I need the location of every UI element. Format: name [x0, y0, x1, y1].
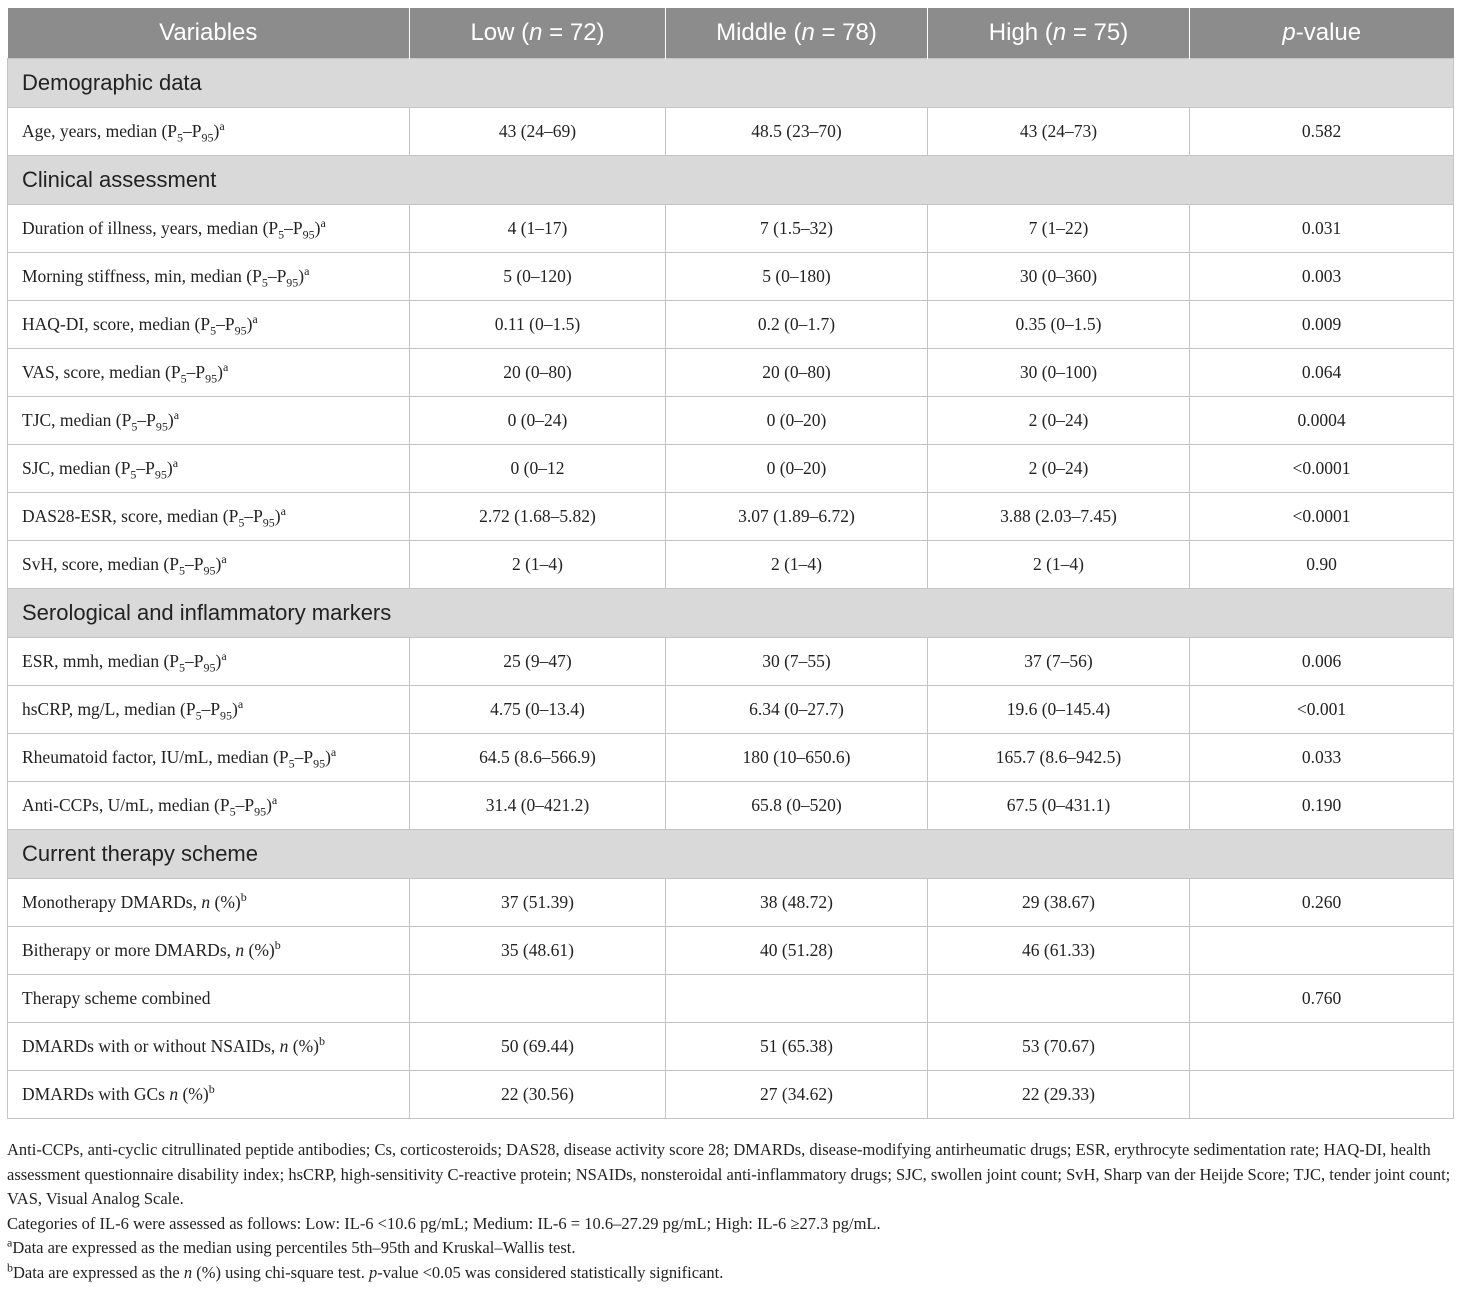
- cell-high: 30 (0–100): [928, 349, 1190, 397]
- cell-middle: [666, 975, 928, 1023]
- cell-middle: 6.34 (0–27.7): [666, 686, 928, 734]
- cell-low: 0 (0–12: [410, 445, 666, 493]
- row-label: DMARDs with or without NSAIDs, n (%)$^b$: [8, 1023, 410, 1071]
- cell-high: 2 (0–24): [928, 445, 1190, 493]
- cell-high: 2 (0–24): [928, 397, 1190, 445]
- header-middle: Middle (n = 78): [666, 8, 928, 59]
- cell-low: 37 (51.39): [410, 879, 666, 927]
- cell-middle: 65.8 (0–520): [666, 782, 928, 830]
- cell-high: [928, 975, 1190, 1023]
- cell-high: 46 (61.33): [928, 927, 1190, 975]
- table-row: [8, 541, 1454, 589]
- cell-middle: 38 (48.72): [666, 879, 928, 927]
- cell-p-value: 0.031: [1190, 205, 1454, 253]
- cell-high: 43 (24–73): [928, 108, 1190, 156]
- cell-low: 0 (0–24): [410, 397, 666, 445]
- cell-p-value: <0.001: [1190, 686, 1454, 734]
- section-row: [8, 830, 1454, 879]
- cell-middle: 20 (0–80): [666, 349, 928, 397]
- table-row: [8, 108, 1454, 156]
- header-high: High (n = 75): [928, 8, 1190, 59]
- footnote-abbreviations: Anti-CCPs, anti-cyclic citrullinated peptide antibodies; Cs, corticosteroids; DAS28, disease activity score 28; DMARDs, disease-modifying antirheumatic drugs; ESR, erythrocyte sedimentation rate; HAQ-DI, health assessment questionnaire disability index; hsCRP, high-sensitivity C-reactive protein; NSAIDs, nonsteroidal anti-inflammatory drugs; SJC, swollen joint count; SvH, Sharp van der Heijde Score; TJC, tender joint count; VAS, Visual Analog Scale.: [7, 1140, 1451, 1208]
- row-label: hsCRP, mg/L, median $(P_5-P_{95})^a$: [8, 686, 410, 734]
- cell-p-value: [1190, 927, 1454, 975]
- cell-p-value: 0.009: [1190, 301, 1454, 349]
- cell-middle: 40 (51.28): [666, 927, 928, 975]
- cell-middle: 51 (65.38): [666, 1023, 928, 1071]
- cell-p-value: 0.0004: [1190, 397, 1454, 445]
- cell-low: 22 (30.56): [410, 1071, 666, 1119]
- cell-low: 43 (24–69): [410, 108, 666, 156]
- header-row: [8, 8, 1454, 59]
- header-low: Low (n = 72): [410, 8, 666, 59]
- table-row: [8, 445, 1454, 493]
- cell-p-value: 0.760: [1190, 975, 1454, 1023]
- row-label: Anti-CCPs, U/mL, median $(P_5-P_{95})^a$: [8, 782, 410, 830]
- cell-p-value: 0.260: [1190, 879, 1454, 927]
- cell-high: 7 (1–22): [928, 205, 1190, 253]
- data-table: [7, 8, 1454, 1119]
- cell-low: 2 (1–4): [410, 541, 666, 589]
- cell-middle: 5 (0–180): [666, 253, 928, 301]
- cell-low: 2.72 (1.68–5.82): [410, 493, 666, 541]
- cell-low: 20 (0–80): [410, 349, 666, 397]
- cell-high: 53 (70.67): [928, 1023, 1190, 1071]
- cell-low: [410, 975, 666, 1023]
- cell-p-value: 0.90: [1190, 541, 1454, 589]
- cell-low: 64.5 (8.6–566.9): [410, 734, 666, 782]
- table-row: [8, 1071, 1454, 1119]
- table-row: [8, 734, 1454, 782]
- cell-middle: 0 (0–20): [666, 397, 928, 445]
- cell-middle: 0 (0–20): [666, 445, 928, 493]
- cell-high: 30 (0–360): [928, 253, 1190, 301]
- row-label: DAS28-ESR, score, median $(P_5-P_{95})^a$: [8, 493, 410, 541]
- cell-p-value: 0.003: [1190, 253, 1454, 301]
- cell-p-value: <0.0001: [1190, 493, 1454, 541]
- cell-p-value: 0.006: [1190, 638, 1454, 686]
- section-row: [8, 589, 1454, 638]
- row-label: SvH, score, median $(P_5-P_{95})^a$: [8, 541, 410, 589]
- cell-high: 22 (29.33): [928, 1071, 1190, 1119]
- section-clinical: Clinical assessment: [8, 156, 1454, 205]
- table-row: [8, 301, 1454, 349]
- table-row: [8, 1023, 1454, 1071]
- cell-middle: 3.07 (1.89–6.72): [666, 493, 928, 541]
- cell-low: 5 (0–120): [410, 253, 666, 301]
- table-row: [8, 349, 1454, 397]
- cell-high: 29 (38.67): [928, 879, 1190, 927]
- cell-low: 35 (48.61): [410, 927, 666, 975]
- row-label: Therapy scheme combined: [8, 975, 410, 1023]
- header-p-value: p-value: [1190, 8, 1454, 59]
- cell-high: 19.6 (0–145.4): [928, 686, 1190, 734]
- cell-low: 4 (1–17): [410, 205, 666, 253]
- cell-low: 25 (9–47): [410, 638, 666, 686]
- table-row: [8, 879, 1454, 927]
- cell-middle: 48.5 (23–70): [666, 108, 928, 156]
- table-row: [8, 782, 1454, 830]
- cell-p-value: <0.0001: [1190, 445, 1454, 493]
- cell-high: 0.35 (0–1.5): [928, 301, 1190, 349]
- cell-middle: 30 (7–55): [666, 638, 928, 686]
- cell-low: 50 (69.44): [410, 1023, 666, 1071]
- table-row: [8, 638, 1454, 686]
- cell-p-value: 0.582: [1190, 108, 1454, 156]
- cell-p-value: [1190, 1023, 1454, 1071]
- table-row: [8, 253, 1454, 301]
- row-label: HAQ-DI, score, median $(P_5-P_{95})^a$: [8, 301, 410, 349]
- footnote-b: $^b$Data are expressed as the n (%) using chi-square test. p-value <0.05 was considered statistically significant.: [7, 1260, 724, 1282]
- cell-middle: 0.2 (0–1.7): [666, 301, 928, 349]
- row-label: TJC, median $(P_5-P_{95})^a$: [8, 397, 410, 445]
- section-row: [8, 156, 1454, 205]
- cell-middle: 180 (10–650.6): [666, 734, 928, 782]
- footnote-a: $^a$Data are expressed as the median using percentiles 5th–95th and Kruskal–Wallis test.: [7, 1235, 576, 1257]
- cell-middle: 27 (34.62): [666, 1071, 928, 1119]
- cell-p-value: 0.064: [1190, 349, 1454, 397]
- row-label: SJC, median $(P_5-P_{95})^a$: [8, 445, 410, 493]
- cell-middle: 2 (1–4): [666, 541, 928, 589]
- cell-high: 165.7 (8.6–942.5): [928, 734, 1190, 782]
- cell-p-value: 0.190: [1190, 782, 1454, 830]
- cell-low: 4.75 (0–13.4): [410, 686, 666, 734]
- section-serological: Serological and inflammatory markers: [8, 589, 1454, 638]
- section-demographic: Demographic data: [8, 59, 1454, 108]
- row-label: Monotherapy DMARDs, n (%)$^b$: [8, 879, 410, 927]
- cell-high: 3.88 (2.03–7.45): [928, 493, 1190, 541]
- row-label: DMARDs with GCs n (%)$^b$: [8, 1071, 410, 1119]
- row-label: Duration of illness, years, median $(P_5-P_{95})^a$: [8, 205, 410, 253]
- cell-high: 2 (1–4): [928, 541, 1190, 589]
- table-row: [8, 686, 1454, 734]
- section-therapy: Current therapy scheme: [8, 830, 1454, 879]
- row-label: ESR, mmh, median $(P_5-P_{95})^a$: [8, 638, 410, 686]
- row-label: Morning stiffness, min, median $(P_5-P_{95})^a$: [8, 253, 410, 301]
- table-row: [8, 397, 1454, 445]
- row-label: Age, years, median $(P_5-P_{95})^a$: [8, 108, 410, 156]
- row-label: Bitherapy or more DMARDs, n (%)$^b$: [8, 927, 410, 975]
- row-label: Rheumatoid factor, IU/mL, median $(P_5-P_{95})^a$: [8, 734, 410, 782]
- table-row: [8, 205, 1454, 253]
- cell-low: 31.4 (0–421.2): [410, 782, 666, 830]
- table-row: [8, 493, 1454, 541]
- section-row: [8, 59, 1454, 108]
- table-row: [8, 975, 1454, 1023]
- table-footnotes: [7, 1138, 1453, 1285]
- footnote-categories: Categories of IL-6 were assessed as follows: Low: IL-6 <10.6 pg/mL; Medium: IL-6 = 10.6–27.29 pg/mL; High: IL-6 ≥27.3 pg/mL.: [7, 1213, 881, 1233]
- cell-p-value: [1190, 1071, 1454, 1119]
- cell-middle: 7 (1.5–32): [666, 205, 928, 253]
- cell-high: 67.5 (0–431.1): [928, 782, 1190, 830]
- table-container: [7, 8, 1453, 1119]
- header-variables: Variables: [8, 8, 410, 59]
- cell-low: 0.11 (0–1.5): [410, 301, 666, 349]
- cell-p-value: 0.033: [1190, 734, 1454, 782]
- cell-high: 37 (7–56): [928, 638, 1190, 686]
- table-row: [8, 927, 1454, 975]
- row-label: VAS, score, median $(P_5-P_{95})^a$: [8, 349, 410, 397]
